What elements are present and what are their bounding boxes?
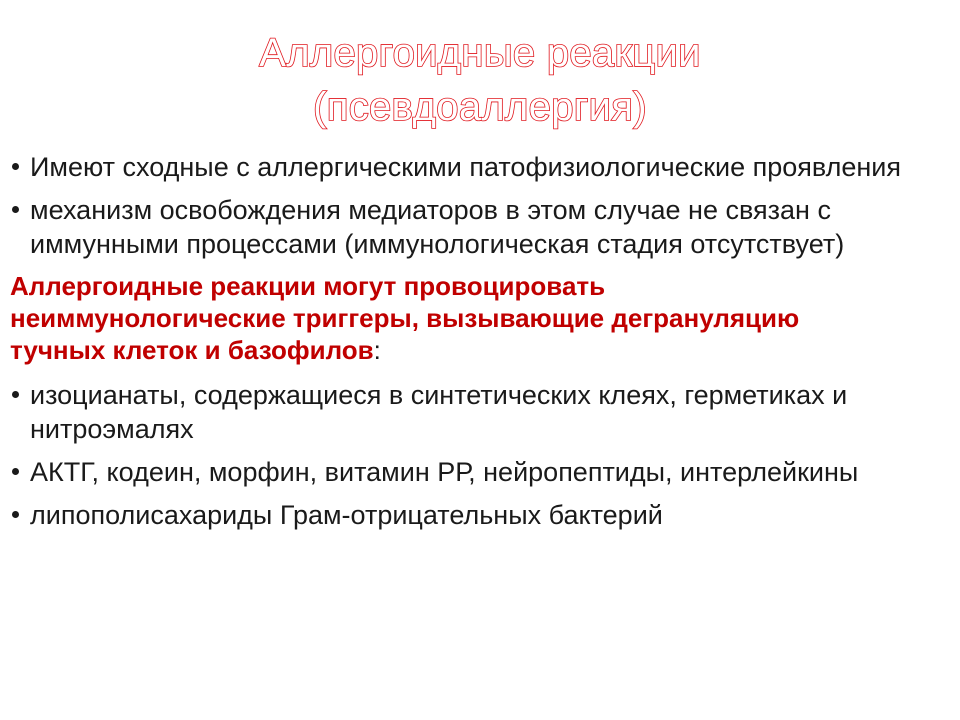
- bullet-item: [10, 498, 940, 532]
- highlight-text: Аллергоидные реакции могут провоцировать неиммунологические триггеры, вызывающие дегрануляцию тучных клеток и базофилов: [10, 271, 800, 365]
- bullet-dot-icon: [12, 511, 19, 518]
- slide-title: [180, 26, 780, 134]
- slide-content: [10, 150, 940, 541]
- highlight-colon: :: [373, 335, 381, 365]
- bullet-item: [10, 193, 940, 261]
- bullet-text: АКТГ, кодеин, морфин, витамин РР, нейропептиды, интерлейкины: [30, 457, 859, 487]
- bullet-text: изоцианаты, содержащиеся в синтетических клеях, герметиках и нитроэмалях: [30, 380, 848, 444]
- bullet-item: [10, 378, 940, 446]
- bullet-text: Имеют сходные с аллергическими патофизиологические проявления: [30, 152, 902, 182]
- bullet-dot-icon: [12, 391, 19, 398]
- bullet-item: [10, 455, 940, 489]
- bullet-dot-icon: [12, 163, 19, 170]
- highlight-paragraph: [10, 270, 800, 366]
- bullet-dot-icon: [12, 468, 19, 475]
- bullet-text: липополисахариды Грам-отрицательных бактерий: [30, 500, 663, 530]
- slide-title-line-2: (псевдоаллергия): [313, 85, 647, 129]
- slide-title-line-1: Аллергоидные реакции: [259, 31, 701, 75]
- bullet-text: механизм освобождения медиаторов в этом случае не связан с иммунными процессами (иммунологическая стадия отсутствует): [30, 195, 845, 259]
- bullet-item: [10, 150, 940, 184]
- bullet-dot-icon: [12, 206, 19, 213]
